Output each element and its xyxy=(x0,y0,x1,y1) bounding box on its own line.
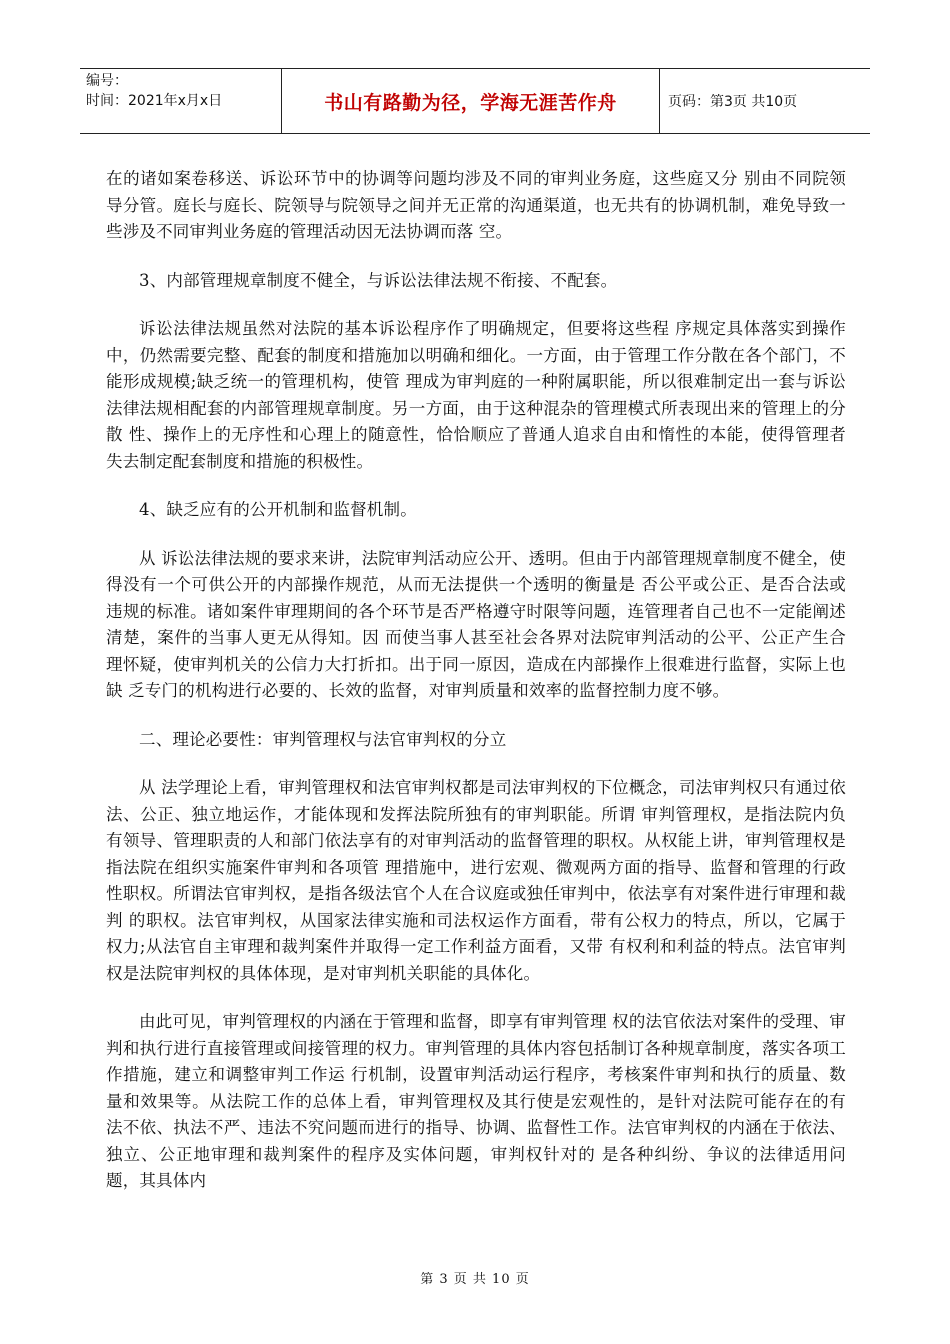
header-page-info: 页码：第3页 共10页 xyxy=(668,94,798,110)
paragraph: 诉讼法律法规虽然对法院的基本诉讼程序作了明确规定，但要将这些程 序规定具体落实到操作中，仍然需要完整、配套的制度和措施加以明确和细化。一方面，由于管理工作分散在各个部门，不能形成规模;缺乏统一的管理机构，使管 理成为审判庭的一种附属职能，所以很难制定出一套与诉讼法律法规相配套的内部管理规章制度。另一方面，由于这种混杂的管理模式所表现出来的管理上的分散 性、操作上的无序性和心理上的随意性，恰恰顺应了普通人追求自由和惰性的本能，使得管理者失去制定配套制度和措施的积极性。 xyxy=(106,319,846,471)
section-heading: 4、缺乏应有的公开机制和监督机制。 xyxy=(139,500,417,519)
paragraph: 从 法学理论上看，审判管理权和法官审判权都是司法审判权的下位概念，司法审判权只有通过依法、公正、独立地运作，才能体现和发挥法院所独有的审判职能。所谓 审判管理权，是指法院内负有领导、管理职责的人和部门依法享有的对审判活动的监督管理的职权。从权能上讲，审判管理权是指法院在组织实施案件审判和各项管 理措施中，进行宏观、微观两方面的指导、监督和管理的行政性职权。所谓法官审判权，是指各级法官个人在合议庭或独任审判中，依法享有对案件进行审理和裁判 的职权。法官审判权，从国家法律实施和司法权运作方面看，带有公权力的特点，所以，它属于权力;从法官自主审理和裁判案件并取得一定工作利益方面看，又带 有权利和利益的特点。法官审判权是法院审判权的具体体现，是对审判机关职能的具体化。 xyxy=(106,778,846,983)
paragraph-continuation: 在的诸如案卷移送、诉讼环节中的协调等问题均涉及不同的审判业务庭，这些庭又分 别由不同院领导分管。庭长与庭长、院领导与院领导之间并无正常的沟通渠道，也无共有的协调机制，难免导致一些涉及不同审判业务庭的管理活动因无法协调而落 空。 xyxy=(106,169,846,241)
section-heading: 3、内部管理规章制度不健全，与诉讼法律法规不衔接、不配套。 xyxy=(139,270,618,290)
paragraph: 从 诉讼法律法规的要求来讲，法院审判活动应公开、透明。但由于内部管理规章制度不健全，使得没有一个可供公开的内部操作规范，从而无法提供一个透明的衡量是 否公平或公正、是否合法或违规的标准。诸如案件审理期间的各个环节是否严格遵守时限等问题，连管理者自己也不一定能阐述清楚，案件的当事人更无从得知。因 而使当事人甚至社会各界对法院审判活动的公平、公正产生合理怀疑，使审判机关的公信力大打折扣。出于同一原因，造成在内部操作上很难进行监督，实际上也缺 乏专门的机构进行必要的、长效的监督，对审判质量和效率的监督控制力度不够。 xyxy=(106,548,846,700)
section-heading: 二、理论必要性：审判管理权与法官审判权的分立 xyxy=(139,729,507,749)
header-motto: 书山有路勤为径，学海无涯苦作舟 xyxy=(282,69,660,133)
document-body xyxy=(106,166,846,1217)
page-footer: 第 3 页 共 10 页 xyxy=(420,1272,530,1287)
page-header xyxy=(80,68,870,134)
header-meta xyxy=(80,69,282,133)
document-date-label: 时间：2021年x月x日 xyxy=(86,93,223,109)
document-number-label: 编号： xyxy=(86,73,128,89)
paragraph: 由此可见，审判管理权的内涵在于管理和监督，即享有审判管理 权的法官依法对案件的受理、审判和执行进行直接管理或间接管理的权力。审判管理的具体内容包括制订各种规章制度，落实各项工作措施，建立和调整审判工作运 行机制，设置审判活动运行程序，考核案件审判和执行的质量、数量和效果等。从法院工作的总体上看，审判管理权及其行使是宏观性的，是针对法院可能存在的有 法不依、执法不严、违法不究问题而进行的指导、协调、监督性工作。法官审判权的内涵在于依法、独立、公正地审理和裁判案件的程序及实体问题，审判权针对的 是各种纠纷、争议的法律适用问题，其具体内 xyxy=(106,1012,846,1190)
